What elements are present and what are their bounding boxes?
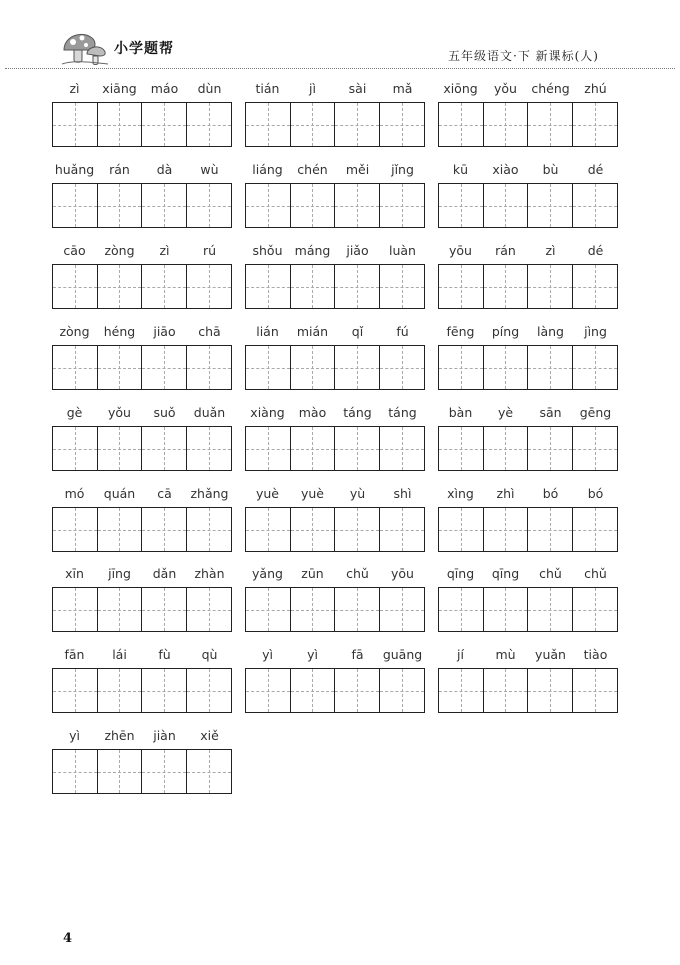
pinyin-row bbox=[438, 324, 618, 342]
word-group bbox=[52, 486, 232, 552]
character-grid bbox=[52, 749, 232, 794]
pinyin-row bbox=[245, 162, 425, 180]
writing-cell[interactable] bbox=[528, 103, 573, 146]
pinyin-syllable: yè bbox=[497, 405, 514, 420]
pinyin-syllable: bó bbox=[542, 486, 559, 501]
pinyin-row bbox=[438, 486, 618, 504]
writing-cell[interactable] bbox=[439, 346, 484, 389]
pinyin-syllable: yuǎn bbox=[535, 647, 566, 662]
writing-cell[interactable] bbox=[246, 346, 291, 389]
character-grid bbox=[438, 587, 618, 632]
writing-cell[interactable] bbox=[142, 427, 187, 470]
pinyin-syllable: jiǎo bbox=[346, 243, 369, 258]
writing-cell[interactable] bbox=[187, 427, 231, 470]
pinyin-syllable: xiāng bbox=[102, 81, 137, 96]
writing-cell[interactable] bbox=[246, 265, 291, 308]
writing-cell[interactable] bbox=[528, 669, 573, 712]
pinyin-syllable: xiōng bbox=[443, 81, 478, 96]
pinyin-syllable: qīng bbox=[491, 566, 520, 581]
pinyin-syllable: dùn bbox=[197, 81, 222, 96]
word-group bbox=[245, 405, 425, 471]
character-grid bbox=[52, 507, 232, 552]
character-grid bbox=[438, 183, 618, 228]
pinyin-syllable: gè bbox=[66, 405, 83, 420]
pinyin-syllable: qù bbox=[201, 647, 218, 662]
writing-cell[interactable] bbox=[246, 427, 291, 470]
writing-cell[interactable] bbox=[380, 184, 424, 227]
pinyin-syllable: quán bbox=[103, 486, 136, 501]
pinyin-syllable: píng bbox=[491, 324, 520, 339]
pinyin-syllable: táng bbox=[343, 405, 372, 420]
character-grid bbox=[438, 507, 618, 552]
pinyin-syllable: suǒ bbox=[153, 405, 176, 420]
word-group bbox=[438, 162, 618, 228]
character-grid bbox=[438, 668, 618, 713]
pinyin-row bbox=[245, 405, 425, 423]
writing-cell[interactable] bbox=[573, 669, 617, 712]
pinyin-syllable: làng bbox=[537, 324, 564, 339]
writing-cell[interactable] bbox=[98, 103, 143, 146]
writing-cell[interactable] bbox=[142, 669, 187, 712]
pinyin-row bbox=[245, 243, 425, 261]
pinyin-syllable: lái bbox=[112, 647, 127, 662]
writing-cell[interactable] bbox=[439, 103, 484, 146]
pinyin-row bbox=[245, 566, 425, 584]
writing-cell[interactable] bbox=[53, 588, 98, 631]
writing-cell[interactable] bbox=[142, 508, 187, 551]
word-group bbox=[52, 728, 232, 794]
writing-cell[interactable] bbox=[187, 669, 231, 712]
writing-cell[interactable] bbox=[142, 265, 187, 308]
pinyin-syllable: luàn bbox=[389, 243, 416, 258]
pinyin-syllable: sài bbox=[348, 81, 367, 96]
pinyin-row bbox=[52, 162, 232, 180]
word-group bbox=[438, 81, 618, 147]
writing-cell[interactable] bbox=[439, 427, 484, 470]
writing-cell[interactable] bbox=[380, 103, 424, 146]
pinyin-syllable: zòng bbox=[59, 324, 90, 339]
pinyin-syllable: zì bbox=[69, 81, 80, 96]
word-group bbox=[52, 243, 232, 309]
writing-cell[interactable] bbox=[142, 588, 187, 631]
pinyin-syllable: xiě bbox=[200, 728, 219, 743]
writing-cell[interactable] bbox=[187, 508, 231, 551]
pinyin-syllable: guāng bbox=[382, 647, 423, 662]
writing-cell[interactable] bbox=[53, 669, 98, 712]
character-grid bbox=[52, 102, 232, 147]
writing-cell[interactable] bbox=[484, 265, 529, 308]
character-grid bbox=[52, 668, 232, 713]
pinyin-syllable: mó bbox=[64, 486, 85, 501]
writing-cell[interactable] bbox=[142, 103, 187, 146]
pinyin-row bbox=[52, 486, 232, 504]
writing-cell[interactable] bbox=[246, 184, 291, 227]
pinyin-syllable: tián bbox=[255, 81, 280, 96]
pinyin-syllable: yì bbox=[262, 647, 273, 662]
pinyin-syllable: liáng bbox=[252, 162, 283, 177]
writing-cell[interactable] bbox=[291, 588, 336, 631]
pinyin-syllable: yuè bbox=[255, 486, 279, 501]
pinyin-syllable: mù bbox=[495, 647, 516, 662]
word-group bbox=[438, 486, 618, 552]
pinyin-syllable: chǔ bbox=[584, 566, 607, 581]
writing-cell[interactable] bbox=[439, 265, 484, 308]
pinyin-syllable: jí bbox=[457, 647, 464, 662]
pinyin-syllable: cāo bbox=[63, 243, 86, 258]
pinyin-row bbox=[245, 647, 425, 665]
pinyin-syllable: dà bbox=[156, 162, 173, 177]
pinyin-syllable: huǎng bbox=[54, 162, 95, 177]
pinyin-syllable: chǔ bbox=[346, 566, 369, 581]
pinyin-syllable: xìng bbox=[447, 486, 474, 501]
pinyin-row bbox=[438, 162, 618, 180]
writing-cell[interactable] bbox=[528, 427, 573, 470]
writing-cell[interactable] bbox=[484, 508, 529, 551]
writing-cell[interactable] bbox=[528, 265, 573, 308]
writing-cell[interactable] bbox=[380, 588, 424, 631]
pinyin-row bbox=[52, 243, 232, 261]
writing-cell[interactable] bbox=[439, 508, 484, 551]
pinyin-syllable: tiào bbox=[583, 647, 608, 662]
pinyin-row bbox=[245, 81, 425, 99]
writing-cell[interactable] bbox=[98, 184, 143, 227]
word-group bbox=[52, 324, 232, 390]
pinyin-syllable: duǎn bbox=[193, 405, 226, 420]
pinyin-syllable: dé bbox=[587, 162, 604, 177]
word-group bbox=[438, 324, 618, 390]
word-group bbox=[245, 324, 425, 390]
pinyin-syllable: zhú bbox=[584, 81, 607, 96]
word-group bbox=[438, 405, 618, 471]
pinyin-syllable: zhàn bbox=[194, 566, 225, 581]
character-grid bbox=[52, 345, 232, 390]
pinyin-syllable: jǐng bbox=[391, 162, 414, 177]
writing-cell[interactable] bbox=[246, 508, 291, 551]
pinyin-syllable: rán bbox=[109, 162, 130, 177]
writing-cell[interactable] bbox=[53, 184, 98, 227]
writing-cell[interactable] bbox=[573, 508, 617, 551]
writing-cell[interactable] bbox=[380, 508, 424, 551]
writing-cell[interactable] bbox=[335, 265, 380, 308]
pinyin-syllable: zòng bbox=[104, 243, 135, 258]
pinyin-syllable: táng bbox=[388, 405, 417, 420]
pinyin-row bbox=[438, 81, 618, 99]
writing-cell[interactable] bbox=[439, 588, 484, 631]
writing-cell[interactable] bbox=[53, 427, 98, 470]
pinyin-row bbox=[245, 486, 425, 504]
character-grid bbox=[245, 345, 425, 390]
pinyin-syllable: shì bbox=[393, 486, 412, 501]
writing-cell[interactable] bbox=[484, 184, 529, 227]
writing-cell[interactable] bbox=[246, 588, 291, 631]
character-grid bbox=[438, 426, 618, 471]
word-group bbox=[52, 566, 232, 632]
pinyin-syllable: chén bbox=[297, 162, 328, 177]
pinyin-syllable: chéng bbox=[531, 81, 570, 96]
word-group bbox=[52, 647, 232, 713]
writing-cell[interactable] bbox=[291, 508, 336, 551]
pinyin-syllable: mào bbox=[298, 405, 327, 420]
pinyin-syllable: yǎng bbox=[252, 566, 283, 581]
writing-cell[interactable] bbox=[98, 346, 143, 389]
pinyin-syllable: yǒu bbox=[494, 81, 517, 96]
pinyin-syllable: xīn bbox=[65, 566, 84, 581]
word-group bbox=[245, 243, 425, 309]
writing-cell[interactable] bbox=[335, 669, 380, 712]
writing-cell[interactable] bbox=[98, 427, 143, 470]
writing-cell[interactable] bbox=[484, 103, 529, 146]
word-group bbox=[438, 566, 618, 632]
pinyin-row bbox=[52, 324, 232, 342]
writing-cell[interactable] bbox=[53, 346, 98, 389]
writing-cell[interactable] bbox=[291, 427, 336, 470]
pinyin-syllable: qīng bbox=[446, 566, 475, 581]
pinyin-syllable: zì bbox=[545, 243, 556, 258]
pinyin-syllable: dǎn bbox=[152, 566, 177, 581]
pinyin-row bbox=[52, 405, 232, 423]
page-number: 4 bbox=[63, 931, 73, 946]
pinyin-row bbox=[438, 566, 618, 584]
writing-cell[interactable] bbox=[187, 346, 231, 389]
writing-cell[interactable] bbox=[380, 427, 424, 470]
word-group bbox=[438, 647, 618, 713]
word-group bbox=[245, 162, 425, 228]
writing-cell[interactable] bbox=[528, 508, 573, 551]
writing-cell[interactable] bbox=[187, 184, 231, 227]
character-grid bbox=[245, 668, 425, 713]
writing-cell[interactable] bbox=[53, 508, 98, 551]
course-label: 五年级语文·下 新课标(人) bbox=[448, 49, 599, 63]
pinyin-syllable: rú bbox=[202, 243, 217, 258]
pinyin-syllable: lián bbox=[256, 324, 279, 339]
pinyin-syllable: shǒu bbox=[252, 243, 283, 258]
pinyin-syllable: jiàn bbox=[153, 728, 176, 743]
pinyin-syllable: xiàng bbox=[250, 405, 285, 420]
writing-cell[interactable] bbox=[98, 669, 143, 712]
writing-cell[interactable] bbox=[291, 184, 336, 227]
writing-cell[interactable] bbox=[246, 103, 291, 146]
character-grid bbox=[438, 264, 618, 309]
word-group bbox=[245, 647, 425, 713]
writing-cell[interactable] bbox=[291, 669, 336, 712]
pinyin-syllable: jìng bbox=[584, 324, 607, 339]
pinyin-syllable: héng bbox=[103, 324, 136, 339]
writing-cell[interactable] bbox=[98, 508, 143, 551]
word-group bbox=[245, 486, 425, 552]
pinyin-syllable: qǐ bbox=[351, 324, 364, 339]
pinyin-syllable: máng bbox=[294, 243, 331, 258]
writing-cell[interactable] bbox=[573, 427, 617, 470]
writing-cell[interactable] bbox=[98, 265, 143, 308]
writing-cell[interactable] bbox=[187, 588, 231, 631]
writing-cell[interactable] bbox=[335, 427, 380, 470]
pinyin-syllable: cā bbox=[157, 486, 172, 501]
character-grid bbox=[438, 345, 618, 390]
character-grid bbox=[245, 426, 425, 471]
writing-cell[interactable] bbox=[528, 588, 573, 631]
writing-cell[interactable] bbox=[573, 588, 617, 631]
writing-cell[interactable] bbox=[573, 346, 617, 389]
writing-cell[interactable] bbox=[573, 265, 617, 308]
pinyin-syllable: fān bbox=[64, 647, 85, 662]
character-grid bbox=[52, 264, 232, 309]
pinyin-syllable: mǎ bbox=[392, 81, 413, 96]
writing-cell[interactable] bbox=[528, 346, 573, 389]
pinyin-row bbox=[438, 405, 618, 423]
pinyin-syllable: fú bbox=[396, 324, 409, 339]
character-grid bbox=[438, 102, 618, 147]
pinyin-syllable: zhǎng bbox=[190, 486, 229, 501]
pinyin-syllable: jiāo bbox=[153, 324, 176, 339]
writing-cell[interactable] bbox=[335, 184, 380, 227]
writing-cell[interactable] bbox=[98, 750, 143, 793]
pinyin-row bbox=[52, 728, 232, 746]
pinyin-syllable: yì bbox=[307, 647, 318, 662]
writing-cell[interactable] bbox=[142, 750, 187, 793]
word-group bbox=[245, 81, 425, 147]
character-grid bbox=[52, 183, 232, 228]
writing-cell[interactable] bbox=[439, 669, 484, 712]
writing-cell[interactable] bbox=[142, 184, 187, 227]
writing-cell[interactable] bbox=[335, 588, 380, 631]
writing-cell[interactable] bbox=[187, 103, 231, 146]
pinyin-syllable: rán bbox=[495, 243, 516, 258]
pinyin-syllable: chǔ bbox=[539, 566, 562, 581]
word-group bbox=[245, 566, 425, 632]
pinyin-syllable: yōu bbox=[449, 243, 472, 258]
character-grid bbox=[245, 264, 425, 309]
writing-cell[interactable] bbox=[187, 750, 231, 793]
word-group bbox=[52, 81, 232, 147]
writing-cell[interactable] bbox=[335, 346, 380, 389]
writing-cell[interactable] bbox=[484, 427, 529, 470]
word-group bbox=[52, 162, 232, 228]
writing-cell[interactable] bbox=[53, 103, 98, 146]
pinyin-syllable: měi bbox=[345, 162, 370, 177]
pinyin-syllable: zì bbox=[159, 243, 170, 258]
writing-cell[interactable] bbox=[380, 265, 424, 308]
pinyin-syllable: jīng bbox=[108, 566, 131, 581]
writing-cell[interactable] bbox=[380, 669, 424, 712]
writing-cell[interactable] bbox=[291, 265, 336, 308]
pinyin-syllable: bó bbox=[587, 486, 604, 501]
character-grid bbox=[52, 587, 232, 632]
word-group bbox=[438, 243, 618, 309]
writing-cell[interactable] bbox=[380, 346, 424, 389]
writing-cell[interactable] bbox=[439, 184, 484, 227]
pinyin-syllable: yù bbox=[349, 486, 366, 501]
character-grid bbox=[245, 587, 425, 632]
pinyin-syllable: fù bbox=[158, 647, 171, 662]
pinyin-syllable: jì bbox=[309, 81, 316, 96]
writing-cell[interactable] bbox=[142, 346, 187, 389]
pinyin-syllable: zhì bbox=[496, 486, 515, 501]
pinyin-syllable: fā bbox=[351, 647, 364, 662]
writing-cell[interactable] bbox=[335, 103, 380, 146]
pinyin-syllable: dé bbox=[587, 243, 604, 258]
pinyin-syllable: zhēn bbox=[104, 728, 135, 743]
pinyin-row bbox=[52, 81, 232, 99]
writing-cell[interactable] bbox=[53, 750, 98, 793]
writing-cell[interactable] bbox=[53, 265, 98, 308]
pinyin-syllable: wù bbox=[200, 162, 219, 177]
pinyin-row bbox=[245, 324, 425, 342]
writing-cell[interactable] bbox=[291, 346, 336, 389]
writing-cell[interactable] bbox=[98, 588, 143, 631]
writing-cell[interactable] bbox=[573, 184, 617, 227]
pinyin-syllable: zūn bbox=[301, 566, 324, 581]
character-grid bbox=[245, 102, 425, 147]
pinyin-syllable: yuè bbox=[300, 486, 324, 501]
writing-cell[interactable] bbox=[484, 669, 529, 712]
writing-cell[interactable] bbox=[291, 103, 336, 146]
pinyin-row bbox=[52, 647, 232, 665]
pinyin-row bbox=[438, 243, 618, 261]
brand-title: 小学题帮 bbox=[114, 41, 174, 57]
pinyin-syllable: kū bbox=[452, 162, 469, 177]
character-grid bbox=[245, 183, 425, 228]
writing-cell[interactable] bbox=[528, 184, 573, 227]
pinyin-syllable: fēng bbox=[446, 324, 475, 339]
pinyin-syllable: yǒu bbox=[108, 405, 131, 420]
pinyin-syllable: yì bbox=[69, 728, 80, 743]
writing-cell[interactable] bbox=[484, 588, 529, 631]
character-grid bbox=[245, 507, 425, 552]
word-group bbox=[52, 405, 232, 471]
pinyin-syllable: mián bbox=[296, 324, 329, 339]
pinyin-syllable: yōu bbox=[391, 566, 414, 581]
writing-cell[interactable] bbox=[484, 346, 529, 389]
pinyin-syllable: gēng bbox=[579, 405, 612, 420]
writing-cell[interactable] bbox=[246, 669, 291, 712]
writing-cell[interactable] bbox=[573, 103, 617, 146]
writing-cell[interactable] bbox=[187, 265, 231, 308]
pinyin-row bbox=[438, 647, 618, 665]
pinyin-row bbox=[52, 566, 232, 584]
pinyin-syllable: bàn bbox=[448, 405, 473, 420]
pinyin-syllable: sān bbox=[539, 405, 562, 420]
pinyin-syllable: bù bbox=[542, 162, 559, 177]
pinyin-syllable: máo bbox=[150, 81, 179, 96]
writing-cell[interactable] bbox=[335, 508, 380, 551]
character-grid bbox=[52, 426, 232, 471]
pinyin-syllable: chā bbox=[198, 324, 221, 339]
pinyin-syllable: xiào bbox=[492, 162, 519, 177]
